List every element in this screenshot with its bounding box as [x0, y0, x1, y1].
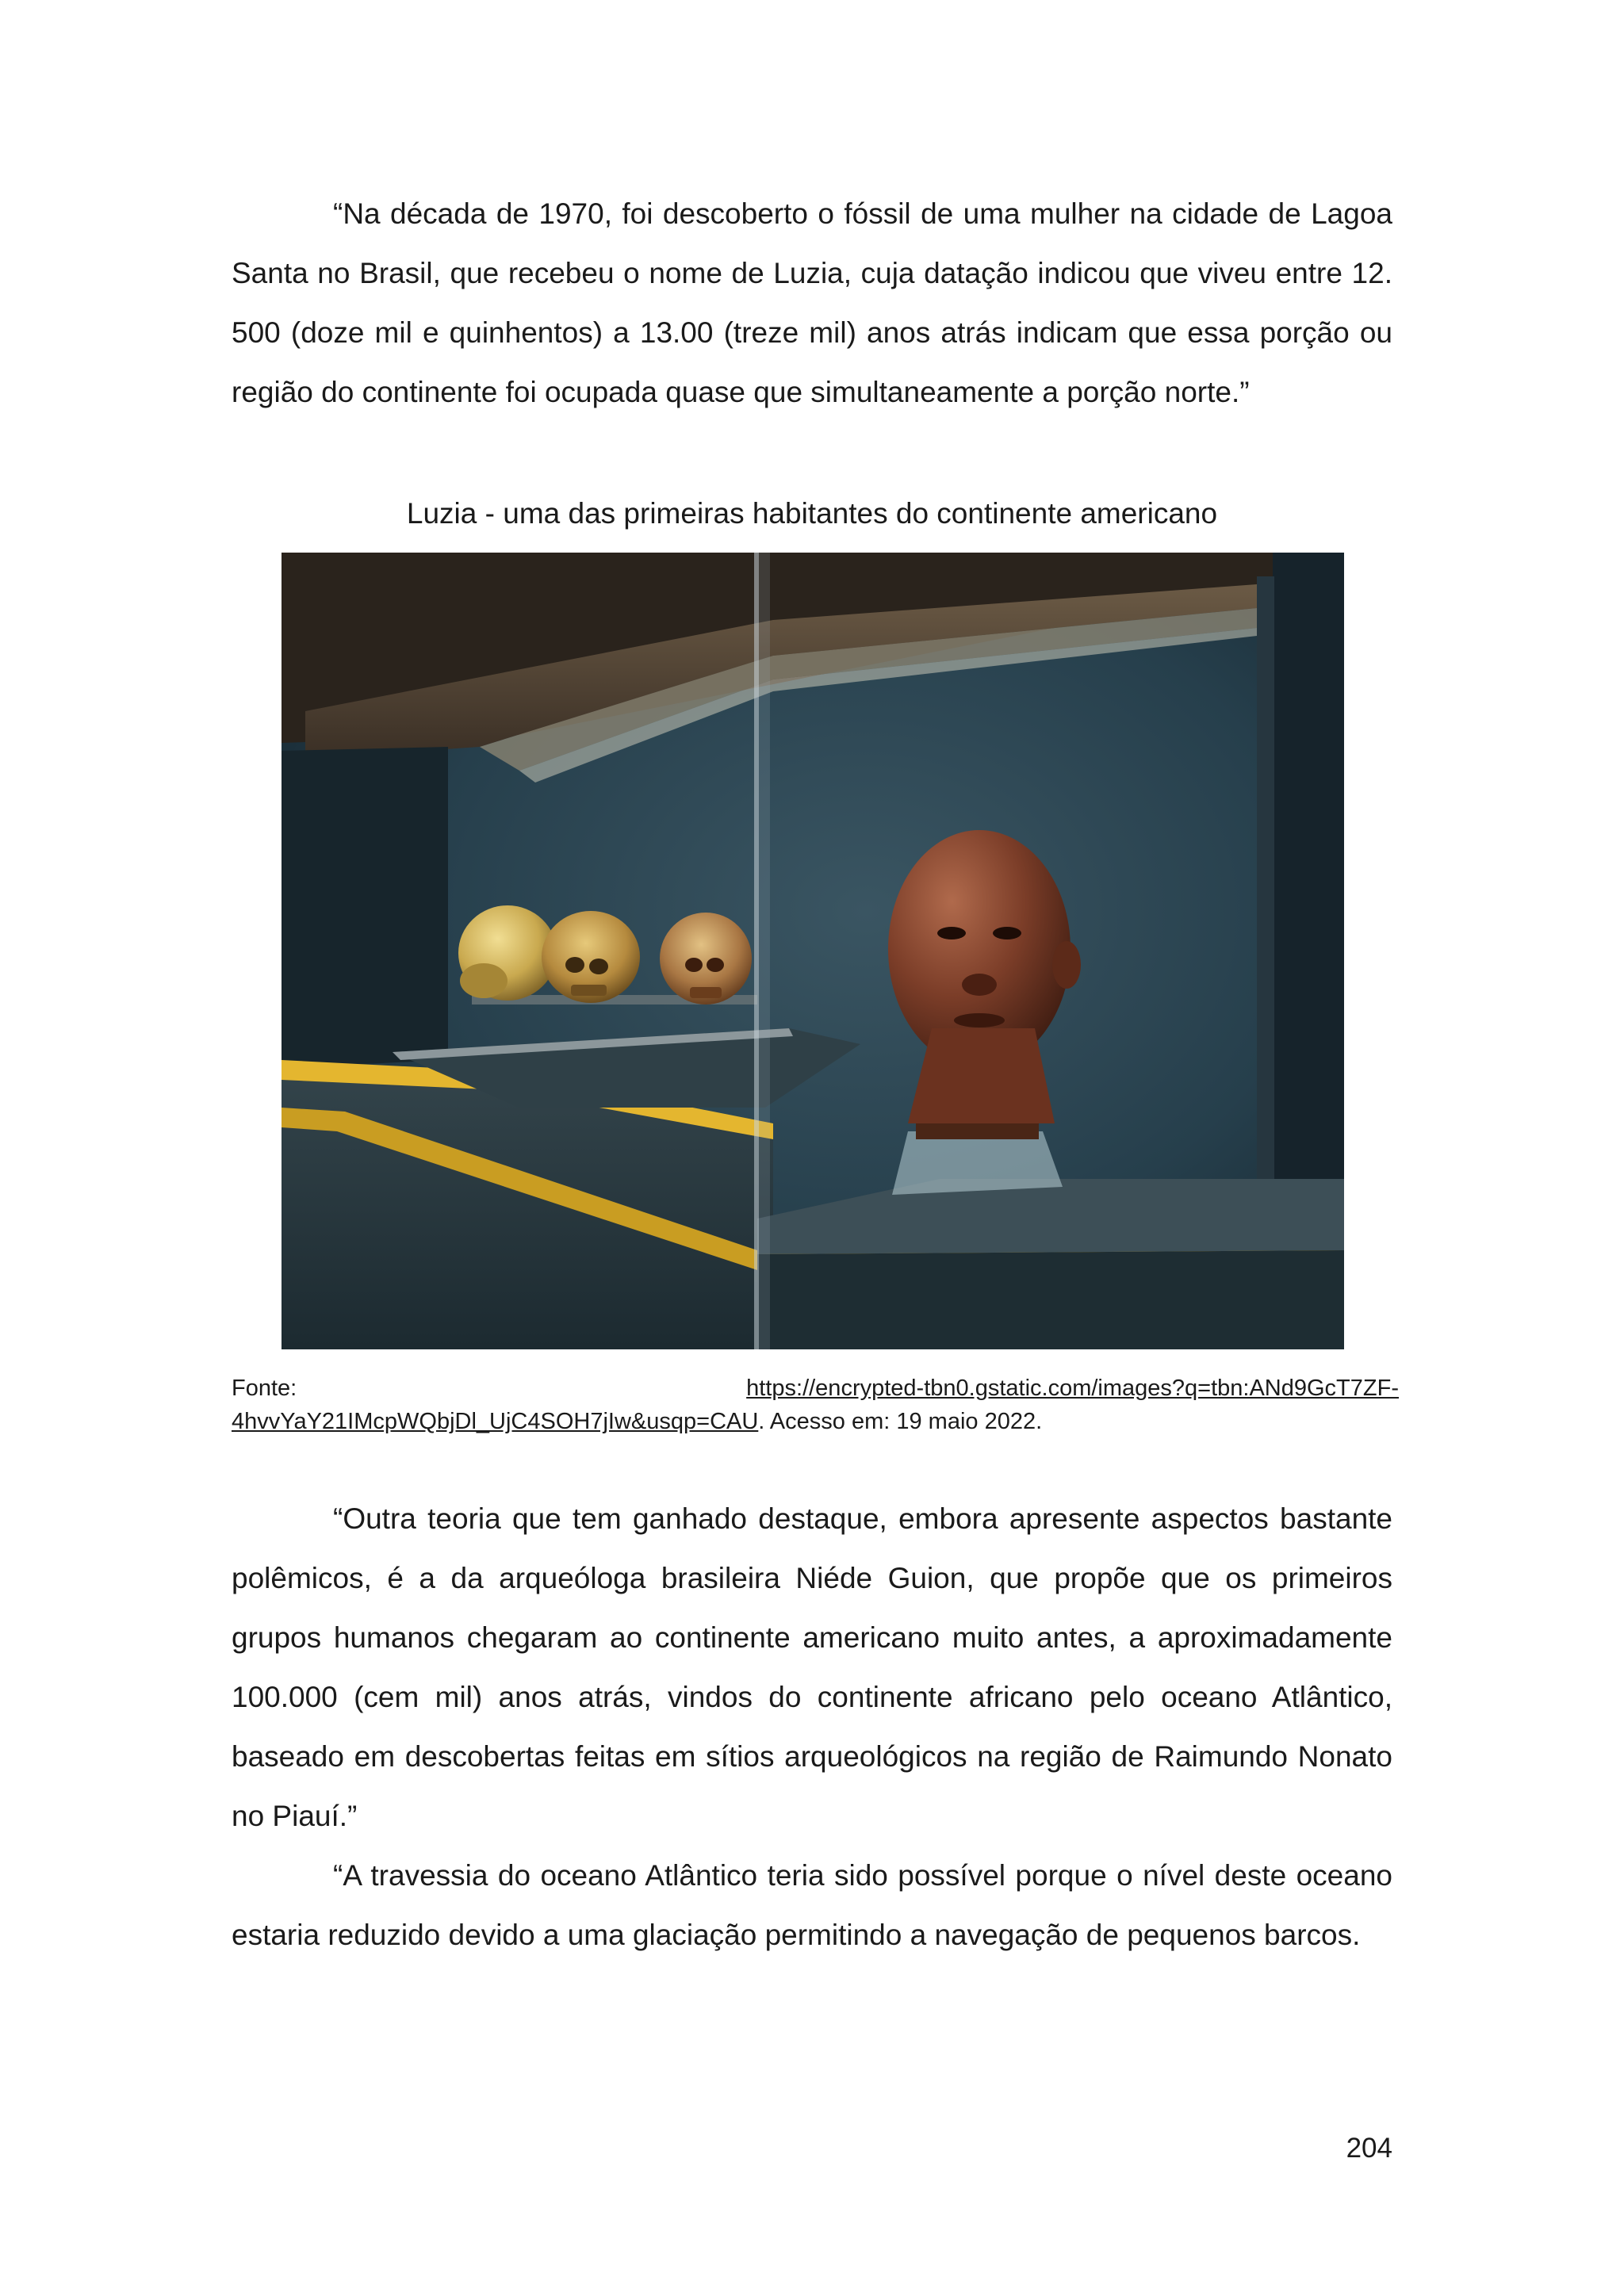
source-label: Fonte:	[232, 1376, 297, 1401]
paragraph-luzia-fossil	[232, 184, 1392, 422]
luzia-museum-photo	[282, 553, 1344, 1349]
source-link-part2[interactable]: 4hvvYaY21IMcpWQbjDl_UjC4SOH7jIw&usqp=CAU	[232, 1409, 759, 1434]
paragraph-text: “A travessia do oceano Atlântico teria sido possível porque o nível deste oceano estaria reduzido devido a uma glaciação permitindo a navegação de pequenos barcos.	[232, 1859, 1392, 1951]
paragraph-block	[232, 1846, 1392, 1965]
paragraph-text: “Na década de 1970, foi descoberto o fóssil de uma mulher na cidade de Lagoa Santa no Brasil, que recebeu o nome de Luzia, cuja datação indicou que viveu entre 12. 500 (doze mil e quinhentos) a 13.00 (treze mil) anos atrás indicam que essa porção ou região do continente foi ocupada quase que simultaneamente a porção norte.”	[232, 197, 1392, 408]
skull-2	[542, 911, 640, 1003]
skull-3	[660, 913, 752, 1004]
paragraph-text: “Outra teoria que tem ganhado destaque, embora apresente aspectos bastante polêmicos, é a da arqueóloga brasileira Niéde Guion, que propõe que os primeiros grupos humanos chegaram ao continente americano muito antes, a aproximadamente 100.000 (cem mil) anos atrás, vindos do continente africano pelo oceano Atlântico, baseado em descobertas feitas em sítios arqueológicos na região de Raimundo Nonato no Piauí.”	[232, 1502, 1392, 1832]
paragraph-niede-guidon-theory	[232, 1489, 1392, 1965]
figure-caption: Luzia - uma das primeiras habitantes do continente americano	[406, 497, 1218, 530]
source-line-1	[232, 1372, 1399, 1405]
museum-display-illustration	[282, 553, 1344, 1349]
figure-source	[232, 1372, 1399, 1438]
source-line-2	[232, 1405, 1399, 1438]
paragraph-block	[232, 1489, 1392, 1846]
page-number: 204	[1346, 2133, 1392, 2164]
source-link-part1[interactable]: https://encrypted-tbn0.gstatic.com/images?q=tbn:ANd9GcT7ZF-	[746, 1376, 1399, 1401]
source-access-date: . Acesso em: 19 maio 2022.	[758, 1409, 1043, 1434]
